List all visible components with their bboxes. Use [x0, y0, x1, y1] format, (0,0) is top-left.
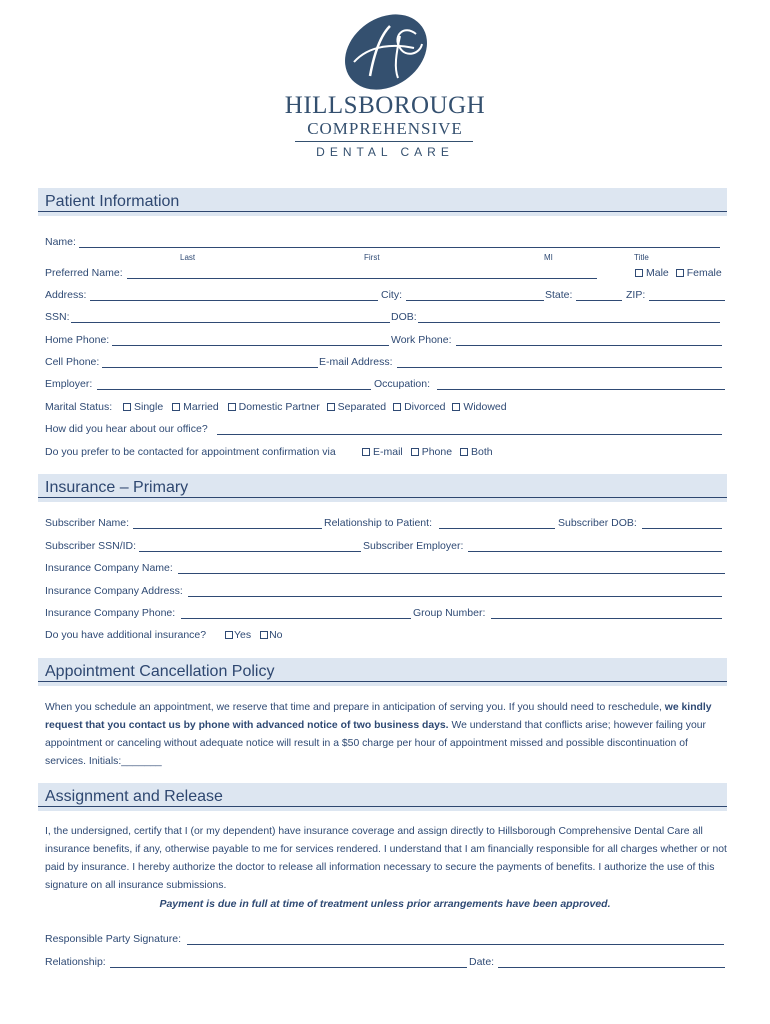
- work-phone-field[interactable]: [456, 345, 722, 346]
- row-address: [45, 289, 725, 305]
- occupation-label: Occupation:: [374, 378, 431, 390]
- subscriber-employer-field[interactable]: [468, 551, 722, 552]
- referral-field[interactable]: [217, 434, 722, 435]
- single-checkbox[interactable]: [123, 403, 131, 411]
- row-company-name: [45, 562, 725, 578]
- email-field[interactable]: [397, 367, 722, 368]
- row-cell-email: [45, 356, 725, 372]
- subscriber-dob-field[interactable]: [642, 528, 722, 529]
- monogram-logo-icon: [340, 14, 432, 90]
- married-checkbox[interactable]: [172, 403, 180, 411]
- city-label: City:: [381, 289, 402, 301]
- row-employer: [45, 378, 725, 394]
- divorced-checkbox[interactable]: [393, 403, 401, 411]
- row-signature: [45, 933, 725, 949]
- assignment-release-text: I, the undersigned, certify that I (or my dependent) have insurance coverage and assign directly to Hillsborough Comprehensive Dental Care all insurance benefits, if any, otherwise payable to me for services rendered. I understand that I am financially responsible for all charges whether or not paid by insurance. I hereby authorize the doctor to release all information necessary to secure the payments of benefits. I authorize the use of this signature on all insurance submissions.: [45, 826, 727, 891]
- female-checkbox[interactable]: [676, 269, 684, 277]
- ssn-label: SSN:: [45, 311, 70, 323]
- male-checkbox[interactable]: [635, 269, 643, 277]
- section-header-cancellation-policy: [38, 658, 727, 686]
- row-company-phone: [45, 607, 725, 623]
- row-preferred-name: [45, 267, 725, 283]
- phone-contact-checkbox[interactable]: [411, 448, 419, 456]
- row-relationship-date: [45, 956, 725, 972]
- employer-label: Employer:: [45, 378, 93, 390]
- relationship-label: Relationship to Patient:: [324, 517, 432, 529]
- relationship-field[interactable]: [439, 528, 555, 529]
- address-label: Address:: [45, 289, 87, 301]
- group-number-field[interactable]: [491, 618, 722, 619]
- additional-insurance-label: Do you have additional insurance?: [45, 629, 207, 641]
- widowed-checkbox[interactable]: [452, 403, 460, 411]
- section-title: Appointment Cancellation Policy: [45, 663, 275, 680]
- payment-note: Payment is due in full at time of treatment unless prior arrangements have been approved.: [159, 898, 611, 910]
- date-label: Date:: [469, 956, 495, 968]
- gender-options: Male Female: [635, 267, 722, 279]
- subscriber-dob-label: Subscriber DOB:: [558, 517, 637, 529]
- section-title: Patient Information: [45, 193, 180, 210]
- zip-field[interactable]: [649, 300, 725, 301]
- name-field[interactable]: [79, 247, 720, 248]
- subscriber-name-label: Subscriber Name:: [45, 517, 130, 529]
- email-label: E-mail Address:: [319, 356, 393, 368]
- company-phone-label: Insurance Company Phone:: [45, 607, 176, 619]
- ssn-field[interactable]: [71, 322, 390, 323]
- marital-options: Single Married Domestic Partner Separated Divorced Widowed: [123, 401, 507, 413]
- row-additional-insurance: [45, 629, 725, 645]
- company-address-label: Insurance Company Address:: [45, 585, 183, 597]
- subscriber-ssn-label: Subscriber SSN/ID:: [45, 540, 137, 552]
- row-subscriber-ssn: [45, 540, 725, 556]
- row-contact-preference: [45, 446, 725, 462]
- city-field[interactable]: [406, 300, 544, 301]
- section-header-assignment-release: [38, 783, 727, 811]
- brand-name-line1: HILLSBOROUGH: [284, 92, 486, 119]
- no-checkbox[interactable]: [260, 631, 268, 639]
- preferred-name-field[interactable]: [127, 278, 597, 279]
- section-header-insurance-primary: [38, 474, 727, 502]
- state-field[interactable]: [576, 300, 622, 301]
- practice-logo: [0, 0, 770, 170]
- signature-label: Responsible Party Signature:: [45, 933, 181, 945]
- dob-label: DOB:: [391, 311, 417, 323]
- work-phone-label: Work Phone:: [391, 334, 452, 346]
- section-title: Insurance – Primary: [45, 479, 189, 496]
- name-sub-mi: MI: [544, 253, 553, 262]
- date-field[interactable]: [498, 967, 725, 968]
- referral-label: How did you hear about our office?: [45, 423, 208, 435]
- contact-options: E-mail Phone Both: [362, 446, 493, 458]
- both-contact-checkbox[interactable]: [460, 448, 468, 456]
- cell-phone-field[interactable]: [102, 367, 318, 368]
- section-title: Assignment and Release: [45, 788, 223, 805]
- relationship-sign-field[interactable]: [110, 967, 467, 968]
- subscriber-employer-label: Subscriber Employer:: [363, 540, 464, 552]
- group-number-label: Group Number:: [413, 607, 486, 619]
- subscriber-ssn-field[interactable]: [139, 551, 361, 552]
- state-label: State:: [545, 289, 573, 301]
- separated-checkbox[interactable]: [327, 403, 335, 411]
- domestic-partner-checkbox[interactable]: [228, 403, 236, 411]
- employer-field[interactable]: [97, 389, 371, 390]
- name-label: Name:: [45, 236, 76, 248]
- row-subscriber: [45, 517, 725, 533]
- row-marital-status: [45, 401, 725, 417]
- brand-name-line3: DENTAL CARE: [316, 145, 454, 159]
- company-name-field[interactable]: [178, 573, 725, 574]
- additional-insurance-options: Yes No: [225, 629, 283, 641]
- section-header-patient-information: [38, 188, 727, 216]
- row-company-address: [45, 585, 725, 601]
- name-sub-first: First: [364, 253, 380, 262]
- initials-field[interactable]: _______: [121, 756, 162, 767]
- home-phone-label: Home Phone:: [45, 334, 110, 346]
- cell-phone-label: Cell Phone:: [45, 356, 100, 368]
- row-ssn: [45, 311, 725, 327]
- signature-field[interactable]: [187, 944, 724, 945]
- zip-label: ZIP:: [626, 289, 646, 301]
- name-sub-last: Last: [180, 253, 196, 262]
- home-phone-field[interactable]: [112, 345, 389, 346]
- company-address-field[interactable]: [188, 596, 722, 597]
- name-sub-title: Title: [634, 253, 649, 262]
- cancellation-emphasis: we kindly request that you contact us by phone with advanced notice of two business days.: [45, 702, 712, 731]
- yes-checkbox[interactable]: [225, 631, 233, 639]
- company-name-label: Insurance Company Name:: [45, 562, 173, 574]
- dob-field[interactable]: [418, 322, 720, 323]
- contact-preference-label: Do you prefer to be contacted for appointment confirmation via: [45, 446, 336, 458]
- subscriber-name-field[interactable]: [133, 528, 322, 529]
- email-contact-checkbox[interactable]: [362, 448, 370, 456]
- relationship-sign-label: Relationship:: [45, 956, 106, 968]
- cancellation-policy-text: When you schedule an appointment, we reserve that time and prepare in anticipation of serving you. If you should need to reschedule, we kindly request that you contact us by phone with advanced notice of two business days. We understand that conflicts arise; however failing your appointment or canceling without adequate notice will result in a $50 charge per hour of appointment missed and possible discontinuation of services. Initials:_______: [45, 702, 712, 767]
- brand-name-line2: COMPREHENSIVE: [307, 119, 463, 138]
- preferred-name-label: Preferred Name:: [45, 267, 123, 279]
- address-field[interactable]: [90, 300, 378, 301]
- row-phones: [45, 334, 725, 350]
- row-referral: [45, 423, 725, 439]
- brand-divider: [295, 141, 473, 142]
- marital-status-label: Marital Status:: [45, 401, 113, 413]
- occupation-field[interactable]: [437, 389, 725, 390]
- row-name: [45, 236, 725, 252]
- company-phone-field[interactable]: [181, 618, 411, 619]
